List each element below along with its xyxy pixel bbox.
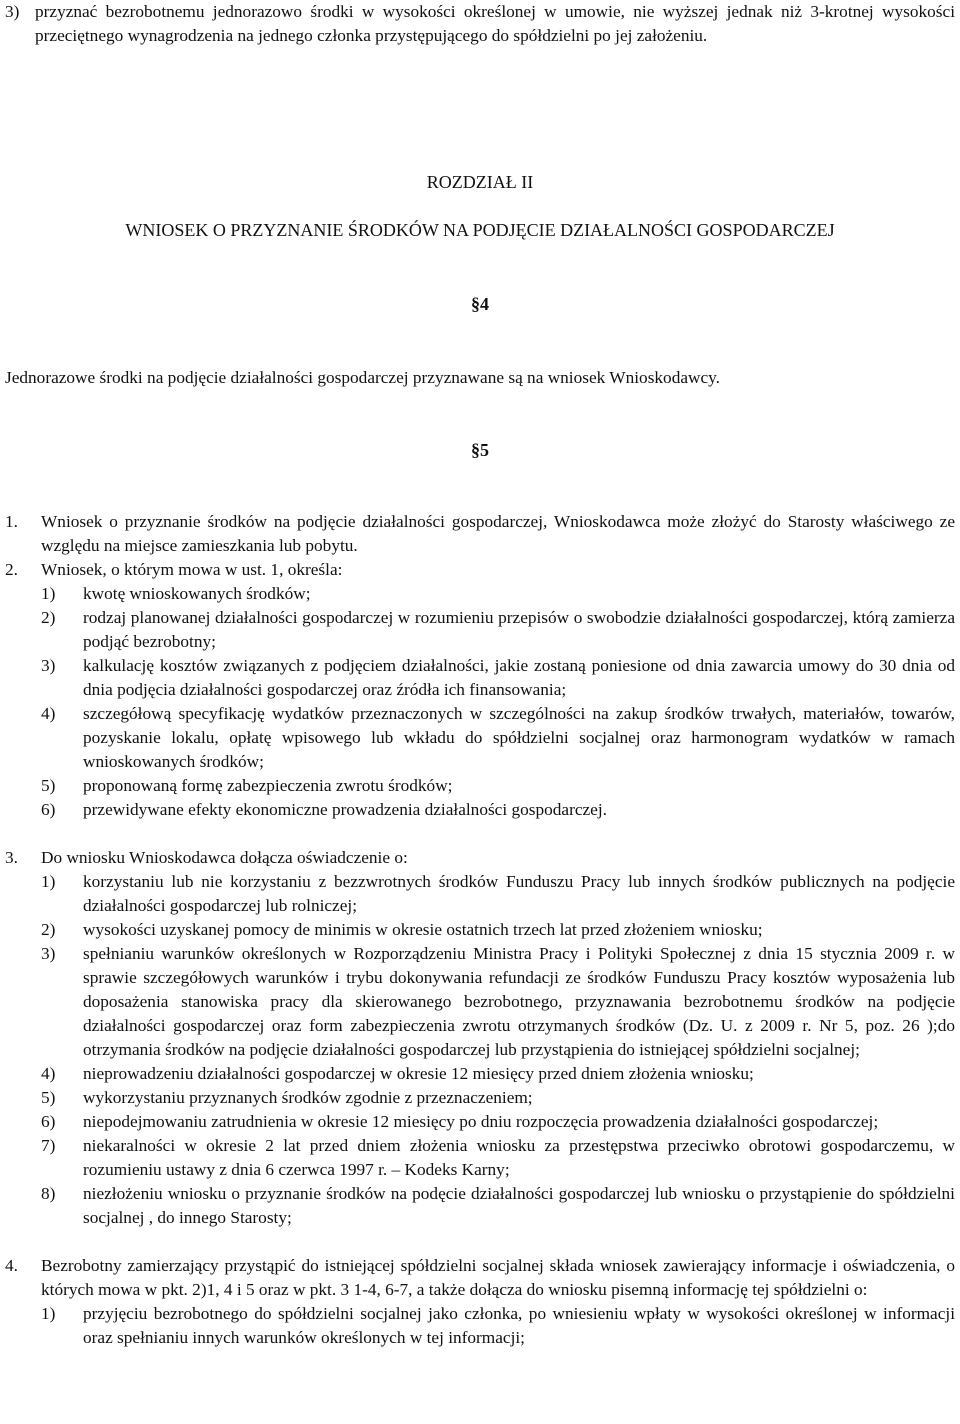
list-item: [41, 1086, 955, 1110]
list-item-number: 4): [41, 1064, 56, 1083]
list-item-text: szczegółową specyfikację wydatków przeznaczonych w szczególności na zakup środków trwałych, materiałów, towarów, pozyskanie lokalu, opłatę wpisowego lub wkładu do spółdzielni socjalnej oraz harmonogram wydatków w ramach wnioskowanych środków;: [83, 704, 955, 771]
point-1-text: Wniosek o przyznanie środków na podjęcie działalności gospodarczej, Wnioskodawca może złożyć do Starosty właściwego ze względu na miejsce zamieszkania lub pobytu.: [41, 512, 955, 555]
intro-list-item: [5, 0, 955, 48]
list-item-text: wykorzystaniu przyznanych środków zgodnie z przeznaczeniem;: [83, 1088, 533, 1107]
list-item: [41, 918, 955, 942]
list-item-text: spełnianiu warunków określonych w Rozporządzeniu Ministra Pracy i Polityki Społecznej z dnia 15 stycznia 2009 r. w sprawie szczegółowych warunków i trybu dokonywania refundacji ze środków Funduszu Pracy kosztów wyposażenia lub doposażenia stanowiska pracy dla skierowanego bezrobotnego, przyznawania bezrobotnemu środków na podjęcie działalności gospodarczej oraz form zabezpieczenia zwrotu otrzymanych środków (Dz. U. z 2009 r. Nr 5, poz. 26 );do otrzymania środków na podjęcie działalności gospodarczej lub przystąpienia do istniejącej spółdzielni socjalnej;: [83, 944, 955, 1059]
list-item-text: nieprowadzeniu działalności gospodarczej w okresie 12 miesięcy przed dniem złożenia wniosku;: [83, 1064, 754, 1083]
point-3: [5, 846, 955, 870]
list-item-text: niekaralności w okresie 2 lat przed dniem złożenia wniosku za przestępstwa przeciwko obrotowi gospodarczemu, w rozumieniu ustawy z dnia 6 czerwca 1997 r. – Kodeks Karny;: [83, 1136, 955, 1179]
chapter-label: ROZDZIAŁ II: [426, 172, 534, 192]
list-item: [41, 1182, 955, 1230]
list-item: [41, 1110, 955, 1134]
list-item: [41, 606, 955, 654]
paragraph-5-body: [5, 510, 955, 1350]
intro-item-text: przyznać bezrobotnemu jednorazowo środki w wysokości określonej w umowie, nie wyższej jednak niż 3-krotnej wysokości przeciętnego wynagrodzenia na jednego członka przystępującego do spółdzielni po jej założeniu.: [35, 2, 955, 45]
list-item-number: 3): [41, 944, 56, 963]
list-item: [41, 702, 955, 774]
intro-item-number: 3): [5, 2, 20, 21]
list-item-number: 1): [41, 584, 56, 603]
list-item-text: kalkulację kosztów związanych z podjęciem działalności, jakie zostaną poniesione od dnia zawarcia umowy do 30 dnia od dnia podjęcia działalności gospodarczej oraz źródła ich finansowania;: [83, 656, 955, 699]
list-item-number: 8): [41, 1184, 56, 1203]
list-item: [41, 582, 955, 606]
list-item-text: wysokości uzyskanej pomocy de minimis w okresie ostatnich trzech lat przed złożeniem wniosku;: [83, 920, 763, 939]
list-item: [41, 942, 955, 1062]
point-3-list: [5, 870, 955, 1230]
list-item-number: 5): [41, 776, 56, 795]
point-1-number: 1.: [5, 512, 18, 531]
list-item-text: przyjęciu bezrobotnego do spółdzielni socjalnej jako członka, po wniesieniu wpłaty w wysokości określonej w informacji oraz spełnianiu innych warunków określonych w tej informacji;: [83, 1304, 955, 1347]
list-item: [41, 774, 955, 798]
list-item-number: 4): [41, 704, 56, 723]
paragraph-4-text: Jednorazowe środki na podjęcie działalności gospodarczej przyznawane są na wniosek Wnioskodawcy.: [5, 368, 720, 387]
list-item-text: proponowaną formę zabezpieczenia zwrotu środków;: [83, 776, 453, 795]
list-item-number: 3): [41, 656, 56, 675]
point-1: [5, 510, 955, 558]
point-3-number: 3.: [5, 848, 18, 867]
point-2-list: [5, 582, 955, 822]
list-item: [41, 870, 955, 918]
list-item-text: rodzaj planowanej działalności gospodarczej w rozumieniu przepisów o swobodzie działalności gospodarczej, którą zamierza podjąć bezrobotny;: [83, 608, 955, 651]
point-4-list: [5, 1302, 955, 1350]
list-item: [41, 798, 955, 822]
paragraph-5-heading: §5: [471, 440, 489, 460]
list-item-text: niezłożeniu wniosku o przyznanie środków na podęcie działalności gospodarczej lub wniosku o przystąpienie do spółdzielni socjalnej , do innego Starosty;: [83, 1184, 955, 1227]
point-3-text: Do wniosku Wnioskodawca dołącza oświadczenie o:: [41, 848, 408, 867]
point-2-number: 2.: [5, 560, 18, 579]
list-item-text: kwotę wnioskowanych środków;: [83, 584, 311, 603]
paragraph-4-heading: §4: [471, 294, 489, 314]
list-item-number: 6): [41, 800, 56, 819]
chapter-title: WNIOSEK O PRZYZNANIE ŚRODKÓW NA PODJĘCIE DZIAŁALNOŚCI GOSPODARCZEJ: [125, 220, 835, 240]
list-item-number: 5): [41, 1088, 56, 1107]
point-4-number: 4.: [5, 1256, 18, 1275]
list-item-text: niepodejmowaniu zatrudnienia w okresie 12 miesięcy po dniu rozpoczęcia prowadzenia działalności gospodarczej;: [83, 1112, 879, 1131]
point-4: [5, 1254, 955, 1302]
list-item-number: 1): [41, 872, 56, 891]
list-item-number: 2): [41, 608, 56, 627]
list-item-text: korzystaniu lub nie korzystaniu z bezzwrotnych środków Funduszu Pracy lub innych środków publicznych na podjęcie działalności gospodarczej lub rolniczej;: [83, 872, 955, 915]
list-item-number: 6): [41, 1112, 56, 1131]
list-item: [41, 1302, 955, 1350]
list-item: [41, 1062, 955, 1086]
list-item: [41, 1134, 955, 1182]
point-4-text: Bezrobotny zamierzający przystąpić do istniejącej spółdzielni socjalnej składa wniosek zawierający informacje i oświadczenia, o których mowa w pkt. 2)1, 4 i 5 oraz w pkt. 3 1-4, 6-7, a także dołącza do wniosku pisemną informację tej spółdzielni o:: [41, 1256, 955, 1299]
list-item-text: przewidywane efekty ekonomiczne prowadzenia działalności gospodarczej.: [83, 800, 607, 819]
point-2-text: Wniosek, o którym mowa w ust. 1, określa:: [41, 560, 343, 579]
list-item-number: 2): [41, 920, 56, 939]
list-item-number: 7): [41, 1136, 56, 1155]
list-item-number: 1): [41, 1304, 56, 1323]
list-item: [41, 654, 955, 702]
point-2: [5, 558, 955, 582]
